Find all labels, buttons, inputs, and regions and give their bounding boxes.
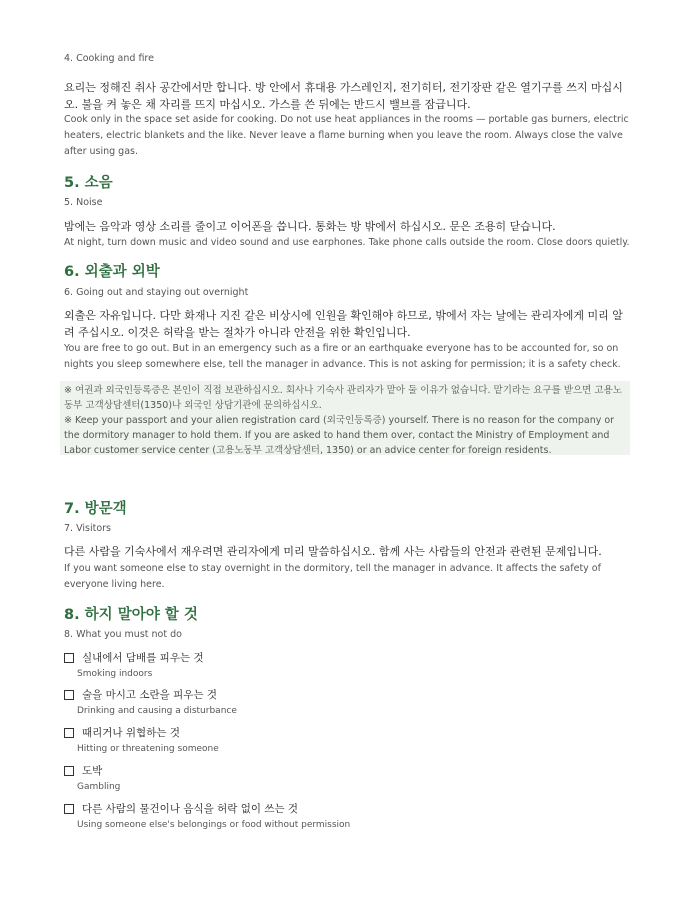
passport-notice-korean: ※ 여권과 외국인등록증은 본인이 직접 보관하십시오. 회사나 기숙사 관리자가 맡아 둘 이유가 없습니다. 맡기라는 요구를 받으면 고용노동부 고객상담센터(1350)나 외국인 상담기관에 문의하십시오.: [64, 385, 622, 411]
section-4-english-text: Cook only in the space set aside for cooking. Do not use heat appliances in the rooms — portable gas burners, electric heaters, electric blankets and the like. Never leave a flame burning when you leave the room. Always close the valve after using gas.: [64, 114, 629, 157]
list-item-korean: 실내에서 담배를 피우는 것: [82, 652, 204, 664]
list-item-korean: 다른 사람의 물건이나 음식을 허락 없이 쓰는 것: [82, 803, 299, 815]
section-8-subtitle: 8. What you must not do: [64, 629, 182, 640]
section-7-heading: 7. 방문객: [64, 501, 127, 517]
list-item: [64, 725, 630, 757]
list-item-korean: 도박: [82, 765, 103, 777]
section-5-english-text: At night, turn down music and video sound and use earphones. Take phone calls outside the room. Close doors quietly.: [64, 237, 630, 248]
checkbox-icon: [64, 766, 74, 776]
section-5-korean-text: 밤에는 음악과 영상 소리를 줄이고 이어폰을 씁니다. 통화는 방 밖에서 하십시오. 문은 조용히 닫습니다.: [64, 220, 556, 233]
list-item-korean: 술을 마시고 소란을 피우는 것: [82, 689, 218, 701]
section-6-heading: 6. 외출과 외박: [64, 264, 160, 280]
section-4-korean-text: 요리는 정해진 취사 공간에서만 합니다. 방 안에서 휴대용 가스레인지, 전기히터, 전기장판 같은 열기구를 쓰지 마십시오. 불을 켜 놓은 채 자리를 뜨지 마십시오. 가스를 쓴 뒤에는 반드시 밸브를 잠급니다.: [64, 81, 623, 111]
list-item-english: Using someone else's belongings or food without permission: [77, 820, 351, 830]
section-5-heading: 5. 소음: [64, 175, 113, 191]
section-7-english-text: If you want someone else to stay overnight in the dormitory, tell the manager in advance. It affects the safety of everyone living here.: [64, 563, 601, 590]
list-item: [64, 650, 630, 682]
list-item-english: Gambling: [77, 782, 121, 792]
passport-notice-english: ※ Keep your passport and your alien registration card (외국인등록증) yourself. There is no reason for the company or the dormitory manager to hold them. If you are asked to hand them over, contact the Ministry of Employment and Labor customer service center (고용노동부 고객상담센터, 1350) or an advice center for foreign residents.: [64, 415, 615, 456]
list-item-english: Drinking and causing a disturbance: [77, 706, 237, 716]
checkbox-icon: [64, 804, 74, 814]
section-6-english-text: You are free to go out. But in an emergency such as a fire or an earthquake everyone has to be accounted for, so on nights you sleep somewhere else, tell the manager in advance. This is not asking for permission; it is a safety check.: [64, 343, 621, 370]
list-item-korean: 때리거나 위협하는 것: [82, 727, 180, 739]
section-6-korean-text: 외출은 자유입니다. 다만 화재나 지진 같은 비상시에 인원을 확인해야 하므로, 밖에서 자는 날에는 관리자에게 미리 알려 주십시오. 이것은 허락을 받는 절차가 아니라 안전을 위한 확인입니다.: [64, 309, 623, 339]
section-5-subtitle: 5. Noise: [64, 197, 103, 208]
list-item-english: Hitting or threatening someone: [77, 744, 219, 754]
list-item-english: Smoking indoors: [77, 669, 153, 679]
section-7-korean-text: 다른 사람을 기숙사에서 재우려면 관리자에게 미리 말씀하십시오. 함께 사는 사람들의 안전과 관련된 문제입니다.: [64, 545, 602, 558]
list-item: [64, 687, 630, 719]
section-4-subtitle: 4. Cooking and fire: [64, 53, 154, 64]
checkbox-icon: [64, 690, 74, 700]
section-8-heading: 8. 하지 말아야 할 것: [64, 607, 198, 623]
list-item: [64, 801, 630, 833]
section-6-subtitle: 6. Going out and staying out overnight: [64, 287, 249, 298]
checkbox-icon: [64, 728, 74, 738]
list-item: [64, 763, 630, 795]
section-7-subtitle: 7. Visitors: [64, 523, 111, 534]
checkbox-icon: [64, 653, 74, 663]
passport-notice-box: [60, 381, 630, 455]
